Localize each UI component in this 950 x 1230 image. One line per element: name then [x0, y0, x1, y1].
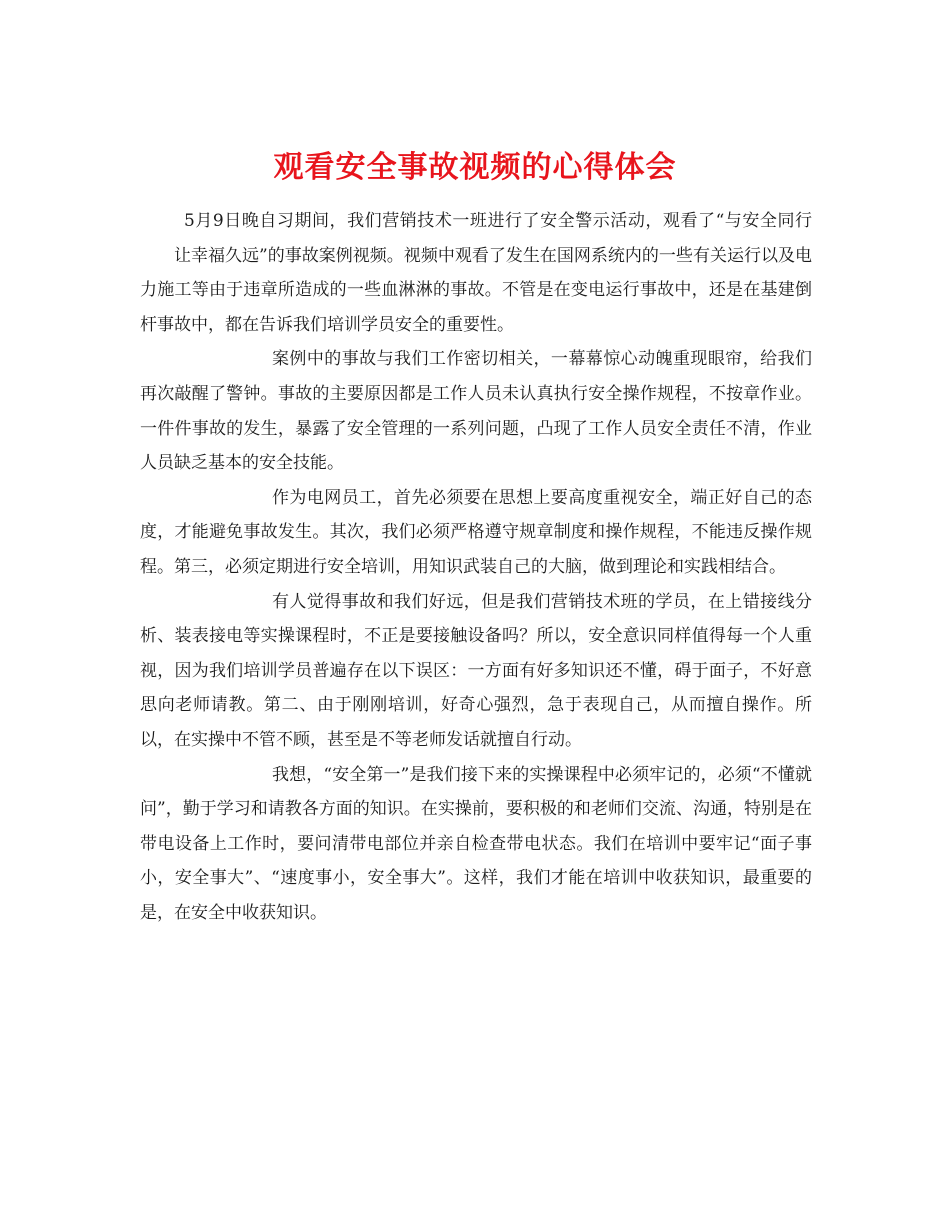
paragraph-2: 案例中的事故与我们工作密切相关，一幕幕惊心动魄重现眼帘，给我们再次敲醒了警钟。事故的主要原因都是工作人员未认真执行安全操作规程，不按章作业。一件件事故的发生，暴露了安全管理的一系列问题，凸现了工作人员安全责任不清，作业人员缺乏基本的安全技能。 — [140, 349, 812, 474]
paragraph-4: 有人觉得事故和我们好远，但是我们营销技术班的学员，在上错接线分析、装表接电等实操课程时，不正是要接触设备吗？所以，安全意识同样值得每一个人重视，因为我们培训学员普遍存在以下误区：一方面有好多知识还不懂，碍于面子，不好意思向老师请教。第二、由于刚刚培训，好奇心强烈，急于表现自己，从而擅自操作。所以，在实操中不管不顾，甚至是不等老师发话就擅自行动。 — [140, 591, 812, 750]
paragraph-1-part-2: 让幸福久远”的事故案例视频。视频中观看了发生在国网系统内的一些有关运行以及电力施工等由于违章所造成的一些血淋淋的事故。不管是在变电运行事故中，还是在基建倒杆事故中，都在告诉我们培训学员安全的重要性。 — [140, 245, 812, 335]
paragraph-3: 作为电网员工，首先必须要在思想上要高度重视安全，端正好自己的态度，才能避免事故发生。其次，我们必须严格遵守规章制度和操作规程，不能违反操作规程。第三，必须定期进行安全培训，用知识武装自己的大脑，做到理论和实践相结合。 — [140, 487, 812, 577]
paragraph-1 — [140, 204, 812, 342]
document-body — [140, 204, 812, 930]
paragraph-1-part-1: 5月9日晚自习期间，我们营销技术一班进行了安全警示活动，观看了“与安全同行 — [184, 211, 812, 231]
page-title: 观看安全事故视频的心得体会 — [273, 150, 677, 186]
paragraph-5: 我想，“安全第一”是我们接下来的实操课程中必须牢记的，必须“不懂就问”，勤于学习和请教各方面的知识。在实操前，要积极的和老师们交流、沟通，特别是在带电设备上工作时，要问清带电部位并亲自检查带电状态。我们在培训中要牢记“面子事小，安全事大”、“速度事小，安全事大”。这样，我们才能在培训中收获知识，最重要的是，在安全中收获知识。 — [140, 764, 812, 923]
